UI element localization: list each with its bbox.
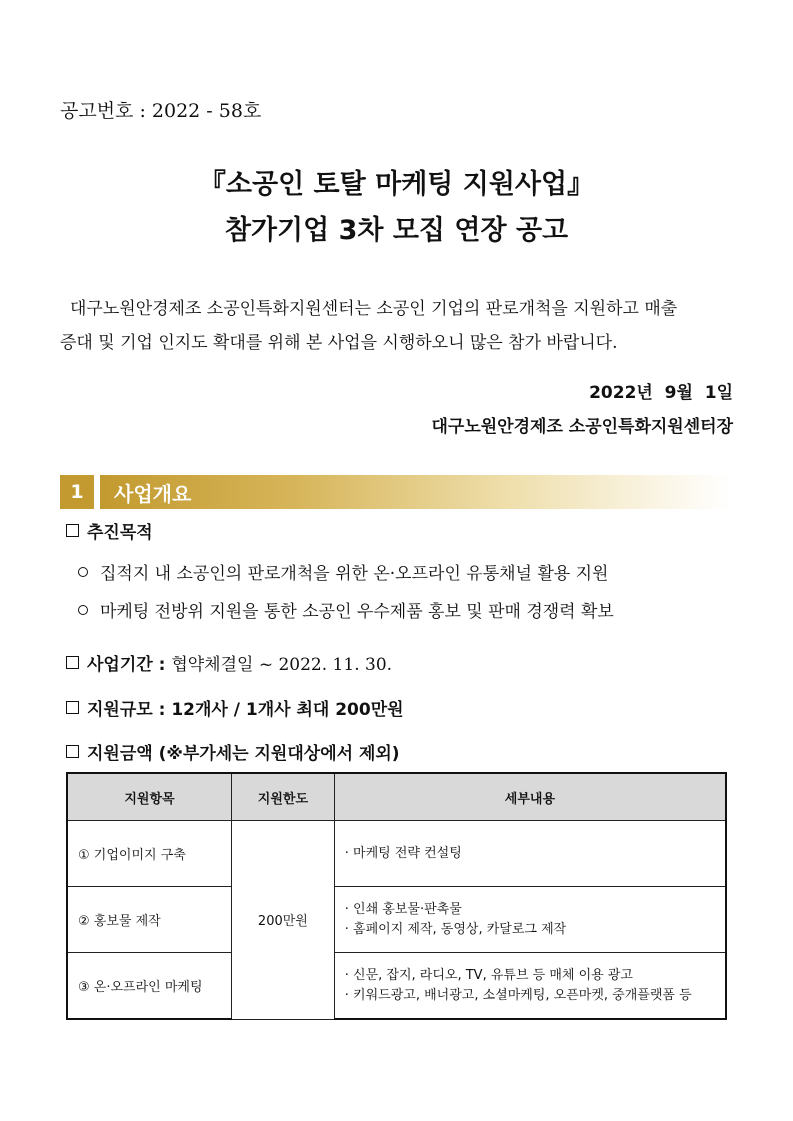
- period-heading: [66, 650, 392, 675]
- organization-name: 대구노원안경제조 소공인특화지원센터장: [431, 417, 733, 437]
- period-label: 사업기간 :: [87, 655, 172, 675]
- row-item: ② 홍보물 제작: [67, 887, 232, 953]
- purpose-bullet-text: 집적지 내 소공인의 판로개척을 위한 온·오프라인 유통채널 활용 지원: [100, 564, 609, 584]
- header-limit: 지원한도: [232, 773, 335, 821]
- title-line-2: 참가기업 3차 모집 연장 공고: [224, 215, 569, 246]
- purpose-heading-label: 추진목적: [87, 523, 153, 543]
- period-value: 협약체결일 ~ 2022. 11. 30.: [171, 655, 393, 675]
- circle-bullet-icon: [78, 567, 88, 577]
- row-item: ③ 온·오프라인 마케팅: [67, 953, 232, 1020]
- circle-bullet-icon: [78, 605, 88, 615]
- intro-line-2: 증대 및 기업 인지도 확대를 위해 본 사업을 시행하오니 많은 참가 바랍니다.: [60, 333, 618, 353]
- section-header-1: [60, 475, 730, 509]
- table-header-row: [67, 773, 726, 821]
- header-item: 지원항목: [67, 773, 232, 821]
- purpose-bullet-2: [78, 597, 614, 622]
- scale-heading: [66, 695, 404, 720]
- table-row: [67, 887, 726, 953]
- header-details: 세부내용: [334, 773, 726, 821]
- notice-date: 2022년 9월 1일: [589, 383, 733, 403]
- detail-line: · 신문, 잡지, 라디오, TV, 유튜브 등 매체 이용 광고: [344, 967, 633, 983]
- row-details: [334, 887, 726, 953]
- table-row: [67, 821, 726, 887]
- support-table: [66, 772, 727, 1020]
- row-limit: 200만원: [232, 821, 335, 1020]
- intro-paragraph: [60, 292, 740, 360]
- detail-line: · 홈페이지 제작, 동영상, 카달로그 제작: [344, 921, 567, 937]
- amount-heading: [66, 739, 400, 764]
- square-bullet-icon: [66, 656, 79, 669]
- detail-line: · 인쇄 홍보물·판촉물: [344, 901, 462, 917]
- purpose-bullet-1: [78, 559, 608, 584]
- row-details: [334, 953, 726, 1020]
- square-bullet-icon: [66, 745, 79, 758]
- notice-number: 공고번호 : 2022 - 58호: [60, 100, 262, 122]
- section-title: 사업개요: [100, 475, 730, 509]
- row-details: [334, 821, 726, 887]
- purpose-heading: [66, 518, 153, 543]
- title-line-1: 『소공인 토탈 마케팅 지원사업』: [198, 169, 595, 200]
- row-item: ① 기업이미지 구축: [67, 821, 232, 887]
- detail-line: · 키워드광고, 배너광고, 소셜마케팅, 오픈마켓, 중개플랫폼 등: [344, 987, 692, 1003]
- square-bullet-icon: [66, 524, 79, 537]
- square-bullet-icon: [66, 701, 79, 714]
- amount-label: 지원금액 (※부가세는 지원대상에서 제외): [87, 744, 400, 764]
- section-number: 1: [60, 475, 94, 509]
- detail-line: · 마케팅 전략 컨설팅: [344, 845, 462, 861]
- purpose-bullet-text: 마케팅 전방위 지원을 통한 소공인 우수제품 홍보 및 판매 경쟁력 확보: [100, 602, 614, 622]
- intro-line-1: 대구노원안경제조 소공인특화지원센터는 소공인 기업의 판로개척을 지원하고 매출: [70, 299, 678, 319]
- table-row: [67, 953, 726, 1020]
- scale-label: 지원규모 : 12개사 / 1개사 최대 200만원: [87, 700, 404, 720]
